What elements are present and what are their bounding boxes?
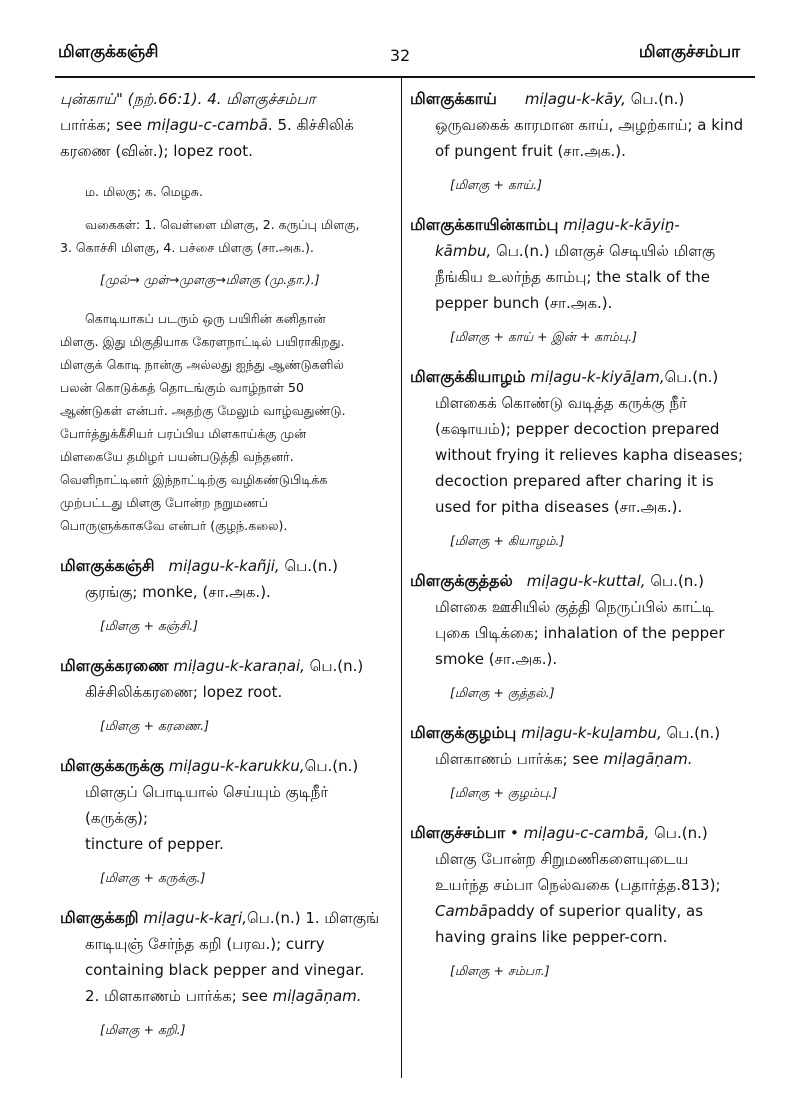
headword: மிளகுக்கஞ்சி (60, 556, 155, 575)
entry: மிளகுக்காயின்காம்பு miḷagu-k-kāyiṉ- kāmbu, பெ.(n.) மிளகுச் செடியில் மிளகு நீங்கிய உலர்ந்த காம்பு; the stalk of the pepper bunch (சா.அக.). [மிளகு + காய் + இன் + காம்பு.] (410, 212, 750, 348)
continued-text: கரணை (வின்.); lopez root. (60, 142, 253, 160)
entry: மிளகுக்குழம்பு miḷagu-k-kuḻambu, பெ.(n.) மிளகாணம் பார்க்க; see miḷagāṇam. [மிளகு + குழம்பு.] (410, 720, 750, 804)
continued-text: பார்க்க; see miḷagu-c-cambā. 5. கிச்சிலிக் (60, 116, 354, 134)
etymology: [மிளகு + சம்பா.] (450, 963, 550, 978)
entry: மிளகுக்கஞ்சி miḷagu-k-kañji, பெ.(n.) குரங்கு; monke, (சா.அக.). [மிளகு + கஞ்சி.] (60, 553, 392, 637)
etymology: [மிளகு + காய் + இன் + காம்பு.] (450, 329, 638, 344)
right-column (410, 86, 750, 982)
etymology: [மிளகு + கஞ்சி.] (100, 618, 198, 633)
header-rule (55, 76, 755, 78)
running-head-left: மிளகுக்கஞ்சி (58, 42, 159, 62)
column-divider (401, 78, 402, 1078)
etymology: [மிளகு + குழம்பு.] (450, 785, 558, 800)
headword: மிளகுக்கரணை (60, 656, 169, 675)
headword: மிளகுக்காயின்காம்பு (410, 215, 559, 234)
headword: மிளகுக்கருக்கு (60, 756, 164, 775)
continued-text: புன்காய்" (நற்.66:1). 4. மிளகுச்சம்பா (60, 90, 316, 108)
etymology: [மிளகு + கருக்கு.] (100, 870, 206, 885)
running-head-right: மிளகுச்சம்பா (638, 42, 740, 62)
entry: மிளகுக்கருக்கு miḷagu-k-karukku,பெ.(n.) மிளகுப் பொடியால் செய்யும் குடிநீர் (கருக்கு); tincture of pepper. [மிளகு + கருக்கு.] (60, 753, 392, 889)
etymology: [மிளகு + காய்.] (450, 177, 543, 192)
headword: மிளகுக்காய் (410, 89, 497, 108)
entry: மிளகுக்காய் miḷagu-k-kāy, பெ.(n.) ஒருவகைக் காரமான காய், அழற்காய்; a kind of pungent fruit (சா.அக.). [மிளகு + காய்.] (410, 86, 750, 196)
etymology: [முல்→ முள்→முளகு→மிளகு (மு.தா.).] (100, 272, 320, 287)
note-block: கொடியாகப் படரும் ஒரு பயிரின் கனிதான் மிளகு. இது மிகுதியாக கேரளநாட்டில் பயிராகிறது. மிளகுக் கொடி நான்கு அல்லது ஐந்து ஆண்டுகளில் பலன் கொடுக்கத் தொடங்கும் வாழ்நாள் 50 ஆண்டுகள் என்பர். அதற்கு மேலும் வாழ்வதுண்டு. போர்த்துக்கீசியர் பரப்பிய மிளகாய்க்கு முன் மிளகையே தமிழர் பயன்படுத்தி வந்தனர். வெளிநாட்டினர் இந்நாட்டிற்கு வழிகண்டுபிடிக்க முற்பட்டது மிளகு போன்ற நறுமணப் பொருளுக்காகவே என்பர் (குழந்.கலை). (60, 311, 346, 533)
left-column (60, 86, 392, 1041)
entry: மிளகுக்கரணை miḷagu-k-karaṇai, பெ.(n.) கிச்சிலிக்கரணை; lopez root. [மிளகு + கரணை.] (60, 653, 392, 737)
headword: மிளகுக்கியாழம் (410, 367, 526, 386)
cognates: ம. மிலகு; க. மெழசு. (85, 184, 203, 199)
etymology: [மிளகு + கரணை.] (100, 718, 209, 733)
entry: மிளகுச்சம்பா • miḷagu-c-cambā, பெ.(n.) மிளகு போன்ற சிறுமணிகளையுடைய உயர்ந்த சம்பா நெல்வகை (பதார்த்த.813); Cambāpaddy of superior quality, as having grains like pepper-corn. [மிளகு + சம்பா.] (410, 820, 750, 982)
headword: மிளகுச்சம்பா (410, 823, 506, 842)
varieties: வகைகள்: 1. வெள்ளை மிளகு, 2. கருப்பு மிளகு, (85, 217, 360, 232)
entry: மிளகுக்குத்தல் miḷagu-k-kuttal, பெ.(n.) மிளகை ஊசியில் குத்தி நெருப்பில் காட்டி புகை பிடிக்கை; inhalation of the pepper smoke (சா.அக.). [மிளகு + குத்தல்.] (410, 568, 750, 704)
etymology: [மிளகு + கறி.] (100, 1022, 186, 1037)
headword: மிளகுக்குழம்பு (410, 723, 517, 742)
entry: மிளகுக்கறி miḷagu-k-kaṟi,பெ.(n.) 1. மிளகுங் காடியுஞ் சேர்ந்த கறி (பரவ.); curry containing black pepper and vinegar. 2. மிளகாணம் பார்க்க; see miḷagāṇam. [மிளகு + கறி.] (60, 905, 392, 1041)
entry: மிளகுக்கியாழம் miḷagu-k-kiyāḻam,பெ.(n.) மிளகைக் கொண்டு வடித்த கருக்கு நீர் (கஷாயம்); pepper decoction prepared without frying it relieves kapha diseases; decoction prepared after charing it is used for pitha diseases (சா.அக.). [மிளகு + கியாழம்.] (410, 364, 750, 552)
etymology: [மிளகு + குத்தல்.] (450, 685, 555, 700)
headword: மிளகுக்கறி (60, 908, 139, 927)
varieties: 3. கொச்சி மிளகு, 4. பச்சை மிளகு (சா.அக.). (60, 240, 314, 255)
etymology: [மிளகு + கியாழம்.] (450, 533, 565, 548)
headword: மிளகுக்குத்தல் (410, 571, 513, 590)
page-number: 32 (389, 46, 411, 65)
